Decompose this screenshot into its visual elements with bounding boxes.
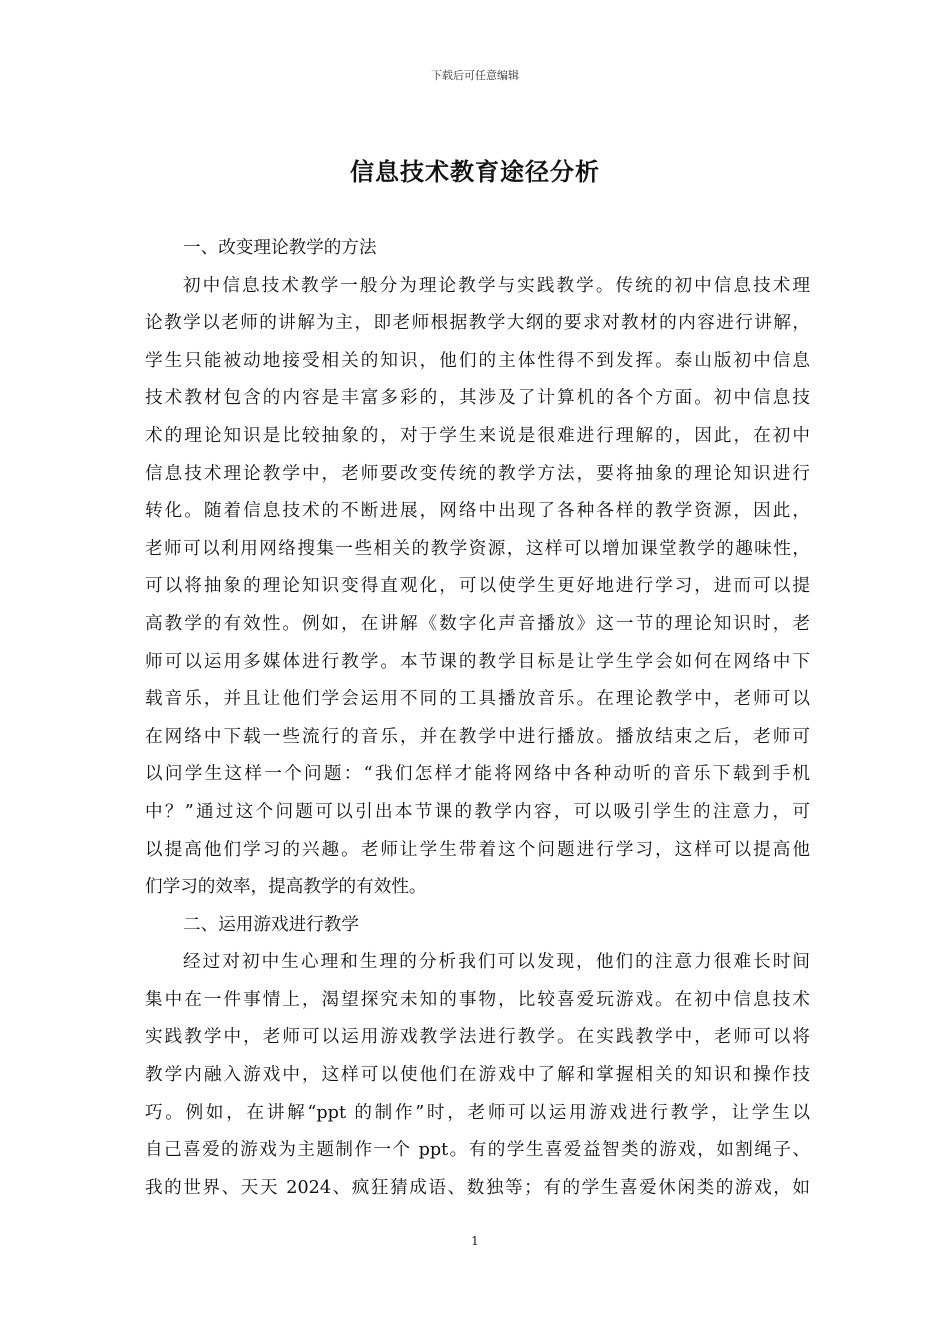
- paragraph-line: 一、改变理论教学的方法: [183, 238, 377, 258]
- paragraph-line: 初中信息技术教学一般分为理论教学与实践教学。传统的初中信息技术理: [183, 275, 810, 296]
- paragraph-line: 学生只能被动地接受相关的知识，他们的主体性得不到发挥。泰山版初中信息: [145, 350, 810, 371]
- paragraph-line: 可以将抽象的理论知识变得直观化，可以使学生更好地进行学习，进而可以提: [145, 576, 810, 597]
- paragraph-line: 们学习的效率，提高教学的有效性。: [145, 877, 427, 898]
- page-number: 1: [471, 1234, 479, 1248]
- paragraph-line: 在网络中下载一些流行的音乐，并在教学中进行播放。播放结束之后，老师可: [145, 726, 810, 747]
- paragraph-line: 中？”通过这个问题可以引出本节课的教学内容，可以吸引学生的注意力，可: [145, 801, 810, 822]
- paragraph-line: 以问学生这样一个问题：“我们怎样才能将网络中各种动听的音乐下载到手机: [145, 764, 810, 785]
- paragraph-line: 我的世界、天天 2024、疯狂猜成语、数独等；有的学生喜爱休闲类的游戏，如: [145, 1177, 810, 1198]
- paragraph-line: 自己喜爱的游戏为主题制作一个 ppt。有的学生喜爱益智类的游戏，如割绳子、: [145, 1140, 810, 1161]
- page-header: 下载后可任意编辑: [431, 69, 519, 82]
- paragraph-line: 信息技术理论教学中，老师要改变传统的教学方法，要将抽象的理论知识进行: [145, 463, 810, 484]
- paragraph-line: 老师可以利用网络搜集一些相关的教学资源，这样可以增加课堂教学的趣味性，: [145, 538, 810, 559]
- paragraph-line: 巧。例如，在讲解“ppt 的制作”时，老师可以运用游戏进行教学，让学生以: [145, 1102, 810, 1123]
- paragraph-line: 教学内融入游戏中，这样可以使他们在游戏中了解和掌握相关的知识和操作技: [145, 1065, 810, 1086]
- paragraph-line: 论教学以老师的讲解为主，即老师根据教学大纲的要求对教材的内容进行讲解，: [145, 313, 810, 334]
- paragraph-line: 经过对初中生心理和生理的分析我们可以发现，他们的注意力很难长时间: [183, 952, 810, 973]
- paragraph-line: 转化。随着信息技术的不断进展，网络中出现了各种各样的教学资源，因此，: [145, 501, 810, 522]
- paragraph-line: 高教学的有效性。例如，在讲解《数字化声音播放》这一节的理论知识时，老: [145, 613, 810, 634]
- document-title: 信息技术教育途径分析: [350, 157, 600, 186]
- paragraph-line: 载音乐，并且让他们学会运用不同的工具播放音乐。在理论教学中，老师可以: [145, 689, 810, 710]
- paragraph-line: 技术教材包含的内容是丰富多彩的，其涉及了计算机的各个方面。初中信息技: [145, 388, 810, 409]
- paragraph-line: 术的理论知识是比较抽象的，对于学生来说是很难进行理解的，因此，在初中: [145, 425, 810, 446]
- document-body: [145, 230, 810, 1207]
- paragraph-line: 二、运用游戏进行教学: [183, 914, 359, 935]
- paragraph-line: 实践教学中，老师可以运用游戏教学法进行教学。在实践教学中，老师可以将: [145, 1027, 810, 1048]
- paragraph-line: 以提高他们学习的兴趣。老师让学生带着这个问题进行学习，这样可以提高他: [145, 839, 810, 860]
- paragraph-line: 师可以运用多媒体进行教学。本节课的教学目标是让学生学会如何在网络中下: [145, 651, 810, 672]
- paragraph-line: 集中在一件事情上，渴望探究未知的事物，比较喜爱玩游戏。在初中信息技术: [145, 989, 810, 1010]
